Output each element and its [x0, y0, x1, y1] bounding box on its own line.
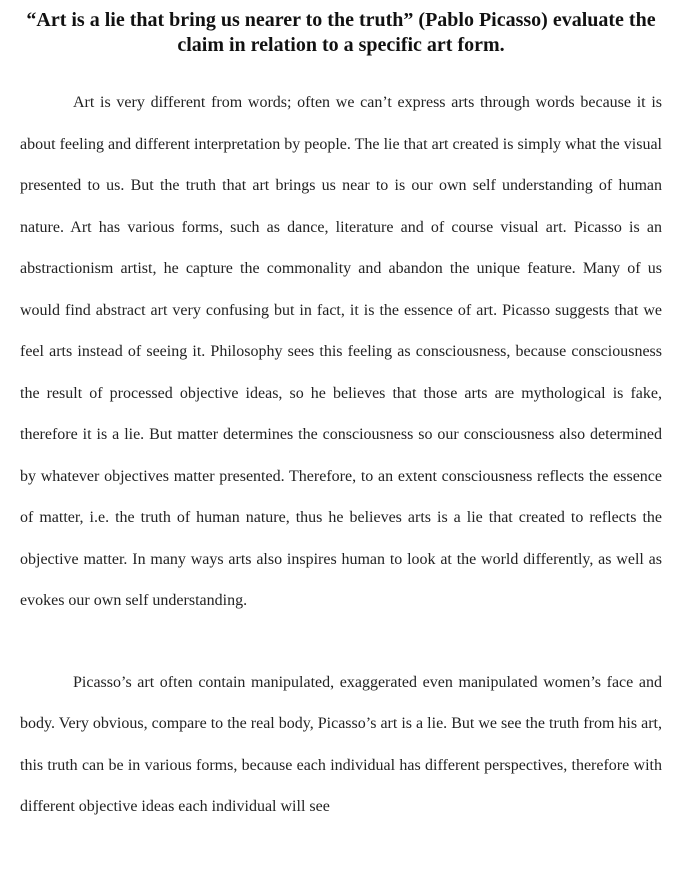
- essay-title: “Art is a lie that bring us nearer to the truth” (Pablo Picasso) evaluate the claim in relation to a specific art form.: [26, 9, 656, 56]
- essay-paragraph-1: Art is very different from words; often we can’t express arts through words because it is about feeling and different interpretation by people. The lie that art created is simply what the visual presented to us. But the truth that art brings us near to is our own self understanding of human nature. Art has various forms, such as dance, literature and of course visual art. Picasso is an abstractionism artist, he capture the commonality and abandon the unique feature. Many of us would find abstract art very confusing but in fact, it is the essence of art. Picasso suggests that we feel arts instead of seeing it. Philosophy sees this feeling as consciousness, because consciousness the result of processed objective ideas, so he believes that those arts are mythological is fake, therefore it is a lie. But matter determines the consciousness so our consciousness also determined by whatever objectives matter presented. Therefore, to an extent consciousness reflects the essence of matter, i.e. the truth of human nature, thus he believes arts is a lie that created to reflects the objective matter. In many ways arts also inspires human to look at the world differently, as well as evokes our own self understanding.: [20, 94, 662, 609]
- essay-paragraph-2: Picasso’s art often contain manipulated, exaggerated even manipulated women’s face and body. Very obvious, compare to the real body, Picasso’s art is a lie. But we see the truth from his art, this truth can be in various forms, because each individual has different perspectives, therefore with different objective ideas each individual will see: [20, 673, 662, 815]
